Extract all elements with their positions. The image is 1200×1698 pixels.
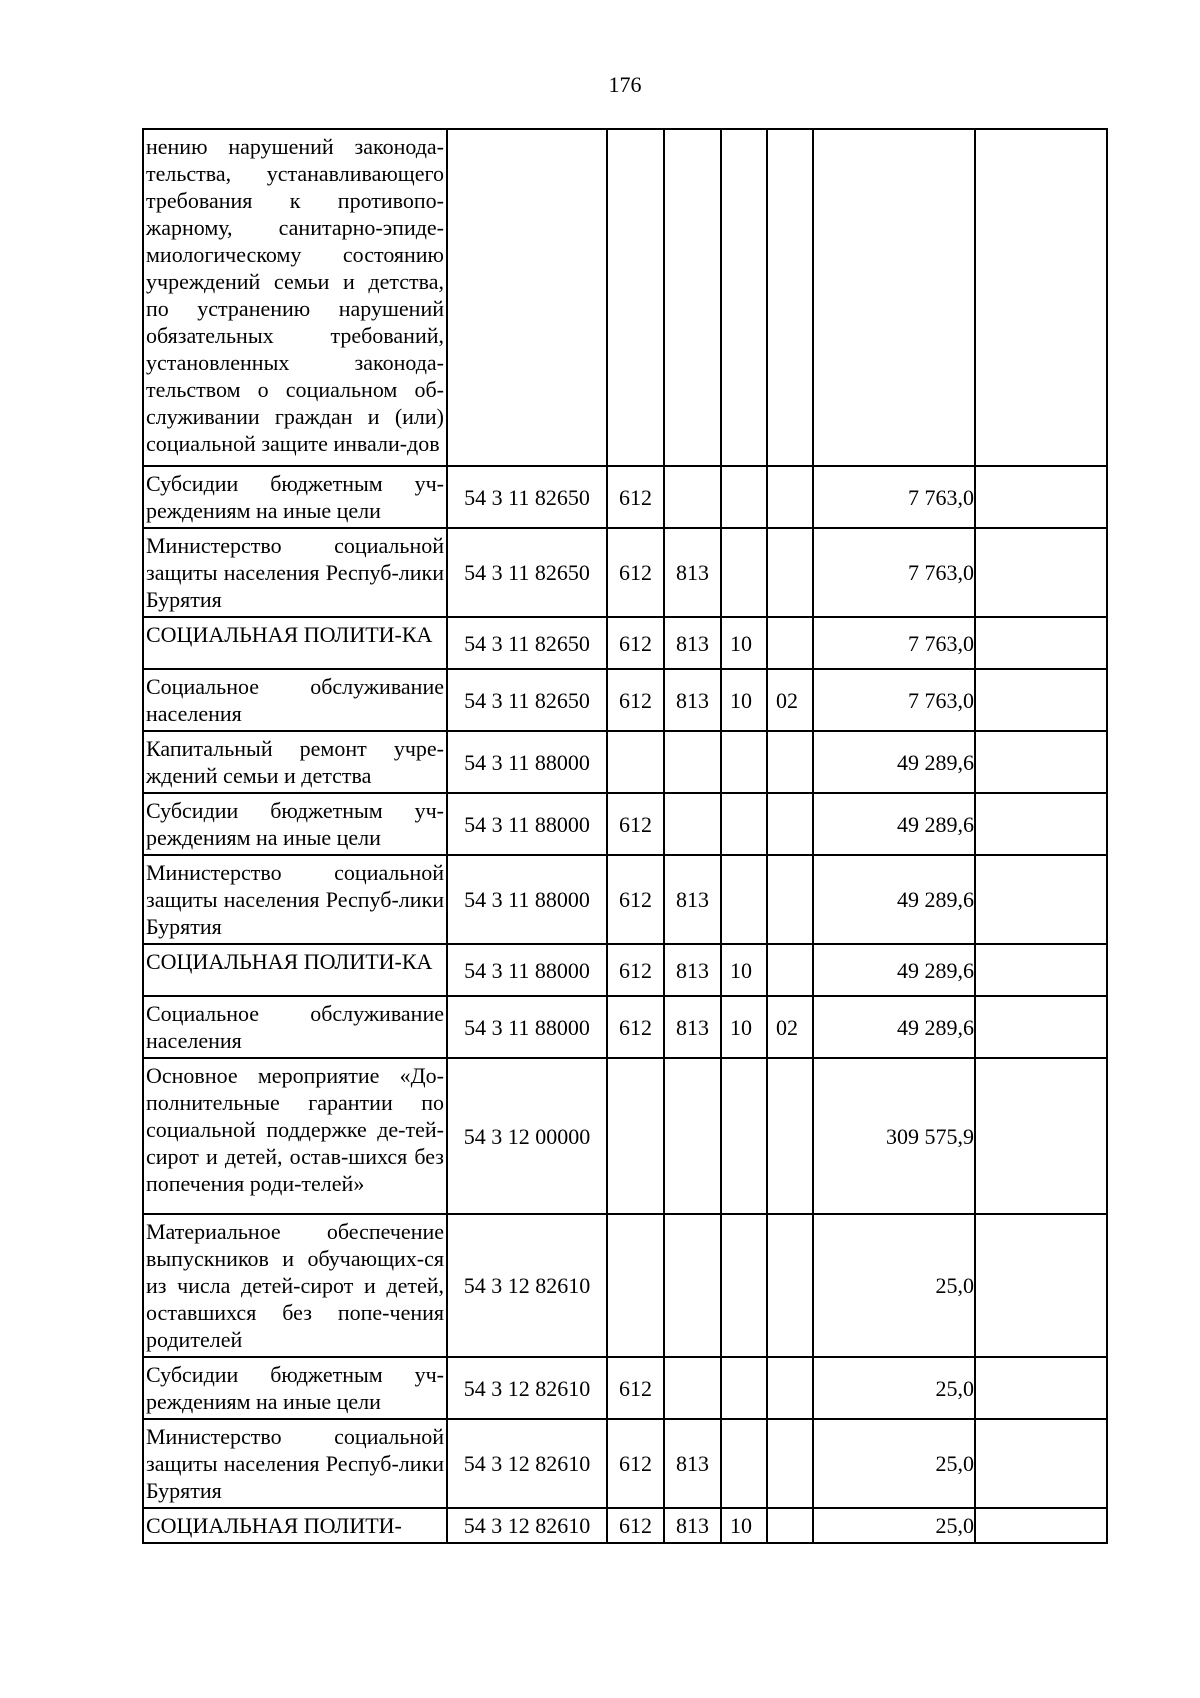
table-row bbox=[143, 731, 1107, 793]
description-cell: нению нарушений законода-тельства, устанавливающего требования к противопо-жарному, санитарно-эпиде-миологическому состоянию учреждений семьи и детства, по устранению нарушений обязательных требований, установленных законода-тельством о социальном об-служивании граждан и (или) социальной защите инвали-дов bbox=[143, 129, 447, 466]
section-cell: 10 bbox=[721, 1508, 767, 1543]
subsection-cell: 02 bbox=[767, 996, 813, 1058]
description-cell: Капитальный ремонт учре-ждений семьи и детства bbox=[143, 731, 447, 793]
ministry-code-cell: 813 bbox=[664, 944, 721, 996]
expense-type-cell: 612 bbox=[607, 793, 664, 855]
section-cell bbox=[721, 528, 767, 617]
extra-cell bbox=[975, 129, 1107, 466]
subsection-cell bbox=[767, 466, 813, 528]
expense-type-cell: 612 bbox=[607, 669, 664, 731]
ministry-code-cell: 813 bbox=[664, 855, 721, 944]
table-row bbox=[143, 1419, 1107, 1508]
expense-type-cell: 612 bbox=[607, 466, 664, 528]
expense-type-cell: 612 bbox=[607, 1508, 664, 1543]
amount-cell: 25,0 bbox=[813, 1508, 975, 1543]
ministry-code-cell: 813 bbox=[664, 996, 721, 1058]
amount-cell: 25,0 bbox=[813, 1357, 975, 1419]
target-code-cell: 54 3 12 82610 bbox=[447, 1357, 607, 1419]
table-row bbox=[143, 528, 1107, 617]
table-body bbox=[143, 129, 1107, 1543]
ministry-code-cell bbox=[664, 1214, 721, 1357]
extra-cell bbox=[975, 528, 1107, 617]
ministry-code-cell bbox=[664, 1357, 721, 1419]
ministry-code-cell: 813 bbox=[664, 617, 721, 669]
extra-cell bbox=[975, 1508, 1107, 1543]
section-cell: 10 bbox=[721, 617, 767, 669]
table-row bbox=[143, 1508, 1107, 1543]
description-cell: Материальное обеспечение выпускников и обучающих-ся из числа детей-сирот и детей, оставшихся без попе-чения родителей bbox=[143, 1214, 447, 1357]
extra-cell bbox=[975, 1214, 1107, 1357]
expense-type-cell bbox=[607, 1214, 664, 1357]
subsection-cell bbox=[767, 855, 813, 944]
amount-cell: 49 289,6 bbox=[813, 855, 975, 944]
section-cell bbox=[721, 1419, 767, 1508]
subsection-cell bbox=[767, 731, 813, 793]
target-code-cell: 54 3 12 82610 bbox=[447, 1419, 607, 1508]
section-cell bbox=[721, 793, 767, 855]
description-cell: Субсидии бюджетным уч-реждениям на иные цели bbox=[143, 1357, 447, 1419]
extra-cell bbox=[975, 944, 1107, 996]
extra-cell bbox=[975, 1058, 1107, 1214]
subsection-cell bbox=[767, 1508, 813, 1543]
extra-cell bbox=[975, 731, 1107, 793]
section-cell: 10 bbox=[721, 996, 767, 1058]
description-cell: Министерство социальной защиты населения Респуб-лики Бурятия bbox=[143, 855, 447, 944]
target-code-cell: 54 3 12 00000 bbox=[447, 1058, 607, 1214]
section-cell bbox=[721, 1357, 767, 1419]
table-row bbox=[143, 1058, 1107, 1214]
target-code-cell: 54 3 12 82610 bbox=[447, 1508, 607, 1543]
amount-cell: 49 289,6 bbox=[813, 944, 975, 996]
amount-cell: 49 289,6 bbox=[813, 731, 975, 793]
target-code-cell: 54 3 11 88000 bbox=[447, 944, 607, 996]
target-code-cell: 54 3 11 82650 bbox=[447, 617, 607, 669]
ministry-code-cell bbox=[664, 793, 721, 855]
description-cell: Субсидии бюджетным уч-реждениям на иные цели bbox=[143, 466, 447, 528]
amount-cell: 7 763,0 bbox=[813, 528, 975, 617]
subsection-cell: 02 bbox=[767, 669, 813, 731]
table-row bbox=[143, 1357, 1107, 1419]
amount-cell: 7 763,0 bbox=[813, 669, 975, 731]
description-cell: Социальное обслуживание населения bbox=[143, 669, 447, 731]
section-cell bbox=[721, 1058, 767, 1214]
table-row bbox=[143, 617, 1107, 669]
subsection-cell bbox=[767, 528, 813, 617]
section-cell bbox=[721, 466, 767, 528]
expense-type-cell: 612 bbox=[607, 1357, 664, 1419]
target-code-cell: 54 3 11 88000 bbox=[447, 731, 607, 793]
ministry-code-cell bbox=[664, 466, 721, 528]
expense-type-cell: 612 bbox=[607, 617, 664, 669]
section-cell: 10 bbox=[721, 669, 767, 731]
amount-cell bbox=[813, 129, 975, 466]
extra-cell bbox=[975, 669, 1107, 731]
description-cell: СОЦИАЛЬНАЯ ПОЛИТИ-КА bbox=[143, 617, 447, 669]
description-cell: Министерство социальной защиты населения Респуб-лики Бурятия bbox=[143, 1419, 447, 1508]
ministry-code-cell: 813 bbox=[664, 1508, 721, 1543]
expense-type-cell: 612 bbox=[607, 855, 664, 944]
description-cell: СОЦИАЛЬНАЯ ПОЛИТИ- bbox=[143, 1508, 447, 1543]
extra-cell bbox=[975, 1419, 1107, 1508]
section-cell: 10 bbox=[721, 944, 767, 996]
section-cell bbox=[721, 1214, 767, 1357]
target-code-cell: 54 3 11 88000 bbox=[447, 996, 607, 1058]
table-row bbox=[143, 944, 1107, 996]
section-cell bbox=[721, 129, 767, 466]
description-cell: Основное мероприятие «До-полнительные гарантии по социальной поддержке де-тей-сирот и детей, остав-шихся без попечения роди-телей» bbox=[143, 1058, 447, 1214]
target-code-cell: 54 3 11 88000 bbox=[447, 855, 607, 944]
ministry-code-cell bbox=[664, 1058, 721, 1214]
description-cell: Субсидии бюджетным уч-реждениям на иные цели bbox=[143, 793, 447, 855]
amount-cell: 7 763,0 bbox=[813, 617, 975, 669]
target-code-cell: 54 3 11 82650 bbox=[447, 528, 607, 617]
ministry-code-cell: 813 bbox=[664, 669, 721, 731]
expense-type-cell: 612 bbox=[607, 944, 664, 996]
section-cell bbox=[721, 855, 767, 944]
amount-cell: 309 575,9 bbox=[813, 1058, 975, 1214]
description-cell: СОЦИАЛЬНАЯ ПОЛИТИ-КА bbox=[143, 944, 447, 996]
extra-cell bbox=[975, 617, 1107, 669]
subsection-cell bbox=[767, 1419, 813, 1508]
target-code-cell: 54 3 12 82610 bbox=[447, 1214, 607, 1357]
description-cell: Социальное обслуживание населения bbox=[143, 996, 447, 1058]
subsection-cell bbox=[767, 617, 813, 669]
target-code-cell: 54 3 11 88000 bbox=[447, 793, 607, 855]
expense-type-cell bbox=[607, 1058, 664, 1214]
ministry-code-cell bbox=[664, 731, 721, 793]
table-row bbox=[143, 669, 1107, 731]
subsection-cell bbox=[767, 1357, 813, 1419]
subsection-cell bbox=[767, 793, 813, 855]
extra-cell bbox=[975, 793, 1107, 855]
expense-type-cell: 612 bbox=[607, 1419, 664, 1508]
subsection-cell bbox=[767, 944, 813, 996]
target-code-cell: 54 3 11 82650 bbox=[447, 466, 607, 528]
table-row bbox=[143, 996, 1107, 1058]
amount-cell: 25,0 bbox=[813, 1419, 975, 1508]
extra-cell bbox=[975, 996, 1107, 1058]
ministry-code-cell: 813 bbox=[664, 528, 721, 617]
table-row bbox=[143, 793, 1107, 855]
amount-cell: 49 289,6 bbox=[813, 996, 975, 1058]
table-row bbox=[143, 466, 1107, 528]
subsection-cell bbox=[767, 1214, 813, 1357]
subsection-cell bbox=[767, 1058, 813, 1214]
ministry-code-cell: 813 bbox=[664, 1419, 721, 1508]
extra-cell bbox=[975, 1357, 1107, 1419]
expense-type-cell bbox=[607, 129, 664, 466]
amount-cell: 25,0 bbox=[813, 1214, 975, 1357]
extra-cell bbox=[975, 466, 1107, 528]
target-code-cell bbox=[447, 129, 607, 466]
table-row bbox=[143, 1214, 1107, 1357]
amount-cell: 49 289,6 bbox=[813, 793, 975, 855]
extra-cell bbox=[975, 855, 1107, 944]
expense-type-cell: 612 bbox=[607, 528, 664, 617]
target-code-cell: 54 3 11 82650 bbox=[447, 669, 607, 731]
ministry-code-cell bbox=[664, 129, 721, 466]
page-number: 176 bbox=[608, 72, 642, 97]
subsection-cell bbox=[767, 129, 813, 466]
amount-cell: 7 763,0 bbox=[813, 466, 975, 528]
description-cell: Министерство социальной защиты населения Респуб-лики Бурятия bbox=[143, 528, 447, 617]
expense-type-cell: 612 bbox=[607, 996, 664, 1058]
expense-type-cell bbox=[607, 731, 664, 793]
table-row bbox=[143, 855, 1107, 944]
table-row bbox=[143, 129, 1107, 466]
budget-table bbox=[142, 128, 1108, 1544]
section-cell bbox=[721, 731, 767, 793]
